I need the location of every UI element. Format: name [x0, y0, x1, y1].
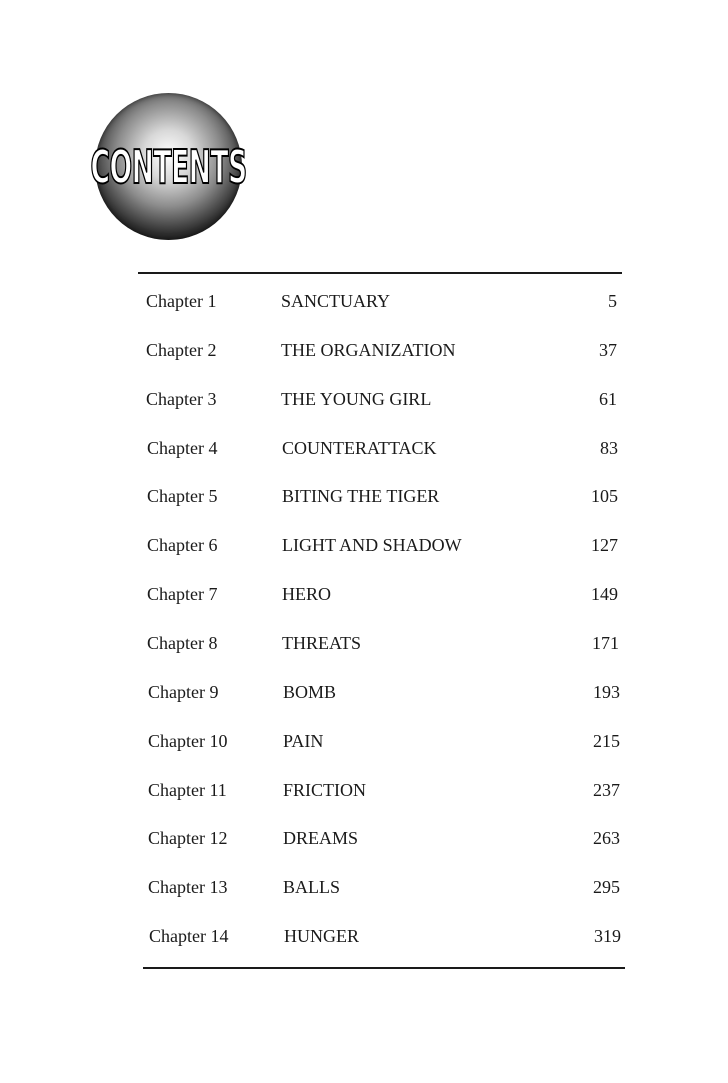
page-number: 149 — [591, 584, 618, 604]
chapter-title: DREAMS — [283, 828, 359, 848]
page-number: 215 — [593, 731, 620, 751]
toc-entry — [147, 580, 618, 608]
chapter-number: Chapter 6 — [147, 535, 218, 555]
chapter-title: THE YOUNG GIRL — [281, 389, 432, 409]
page-number: 319 — [594, 926, 621, 946]
contents-heading: CONTENTS — [90, 139, 247, 194]
page-number: 193 — [593, 682, 620, 702]
toc-entry — [148, 824, 620, 852]
chapter-number: Chapter 8 — [147, 633, 218, 653]
toc-entry — [148, 776, 620, 804]
chapter-title: HERO — [282, 584, 331, 604]
chapter-title: THE ORGANIZATION — [281, 340, 456, 360]
chapter-number: Chapter 13 — [148, 877, 228, 897]
toc-entry — [146, 287, 617, 315]
chapter-number: Chapter 3 — [146, 389, 217, 409]
chapter-number: Chapter 2 — [146, 340, 217, 360]
chapter-number: Chapter 9 — [148, 682, 219, 702]
chapter-title: SANCTUARY — [281, 291, 391, 311]
chapter-title: BITING THE TIGER — [282, 486, 440, 506]
page-number: 127 — [591, 535, 618, 555]
chapter-title: COUNTERATTACK — [282, 438, 437, 458]
chapter-number: Chapter 12 — [148, 828, 228, 848]
chapter-title: HUNGER — [284, 926, 359, 946]
chapter-title: THREATS — [282, 633, 362, 653]
chapter-number: Chapter 4 — [147, 438, 218, 458]
toc-entry — [148, 727, 620, 755]
chapter-number: Chapter 11 — [148, 780, 227, 800]
page-number: 295 — [593, 877, 620, 897]
page-number: 237 — [593, 780, 620, 800]
toc-entry — [149, 922, 621, 950]
toc-entry — [147, 531, 618, 559]
toc-entry — [147, 482, 618, 510]
toc-entry — [148, 678, 620, 706]
toc-entry — [147, 629, 619, 657]
page-number: 263 — [593, 828, 620, 848]
toc-entry — [146, 336, 617, 364]
toc-entry — [146, 385, 617, 413]
page-number: 83 — [600, 438, 618, 458]
chapter-title: LIGHT AND SHADOW — [282, 535, 462, 555]
chapter-number: Chapter 5 — [147, 486, 218, 506]
chapter-number: Chapter 14 — [149, 926, 229, 946]
chapter-number: Chapter 7 — [147, 584, 218, 604]
chapter-title: BOMB — [283, 682, 337, 702]
toc-entry — [147, 434, 618, 462]
page-number: 61 — [599, 389, 617, 409]
chapter-title: FRICTION — [283, 780, 367, 800]
page-number: 5 — [608, 291, 617, 311]
chapter-title: PAIN — [283, 731, 324, 751]
chapter-number: Chapter 10 — [148, 731, 228, 751]
page-number: 105 — [591, 486, 618, 506]
chapter-title: BALLS — [283, 877, 341, 897]
page-number: 37 — [599, 340, 617, 360]
page-number: 171 — [592, 633, 619, 653]
chapter-number: Chapter 1 — [146, 291, 217, 311]
toc-entry — [148, 873, 620, 901]
bottom-divider — [143, 967, 625, 969]
